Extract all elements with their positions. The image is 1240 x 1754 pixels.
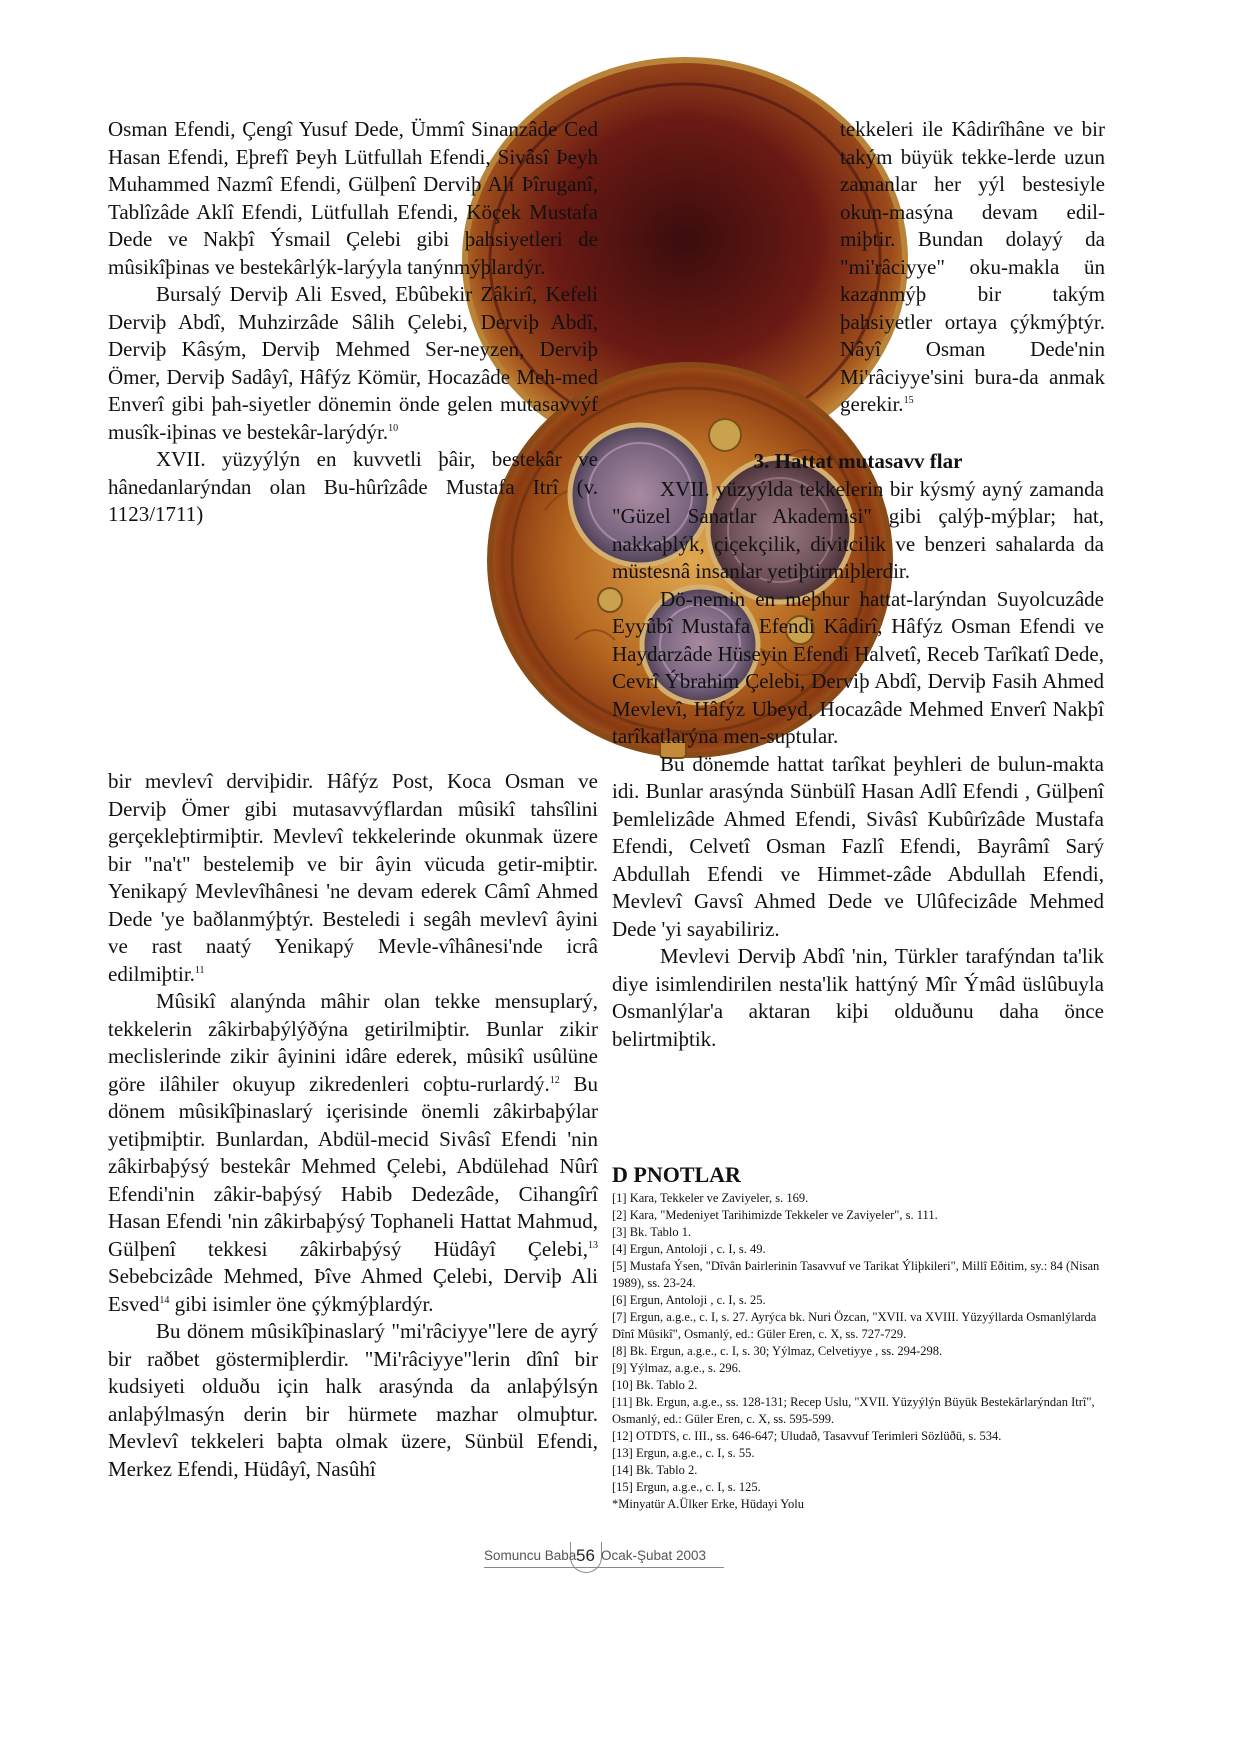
paragraph: Mevlevi Derviþ Abdî 'nin, Türkler tarafýndan ta'lik diye isimlendirilen nesta'lik hattýný Mîr Ýmâd üslûbuyla Osmanlýlar'a aktaran kiþi olduðunu daha önce belirtmiþtik. bbox=[612, 944, 1104, 1051]
paragraph: bir mevlevî derviþidir. Hâfýz Post, Koca Osman ve Derviþ Ömer gibi mutasavvýflardan mûsikî tahsîlini gerçekleþtirmiþtir. Mevlevî tekkelerinde okunmak üzere bir "na't" bestelemiþ ve bir âyin vücuda getir-miþtir. Yenikapý Mevlevîhânesi 'ne devam ederek Câmî Ahmed Dede 'ye baðlanmýþtýr. Besteledi i segâh mevlevî âyini ve rast naatý Yenikapý Mevle-vîhânesi'nde icrâ edilmiþtir.$^{11}$ bbox=[108, 769, 598, 986]
publication-name: Somuncu Baba bbox=[484, 1548, 577, 1563]
footnote: [8] Bk. Ergun, a.g.e., c. I, s. 30; Yýlmaz, Celvetiyye , ss. 294-298. bbox=[612, 1344, 943, 1358]
paragraph: XVII. yüzyýlda tekkelerin bir kýsmý ayný zamanda "Güzel Sanatlar Akademisi" gibi çalýþ-mýþlar; hat, nakkaþlýk, çiçekçilik, divitcilik ve benzeri sahalarda da müstesnâ insanlar yetiþtirmiþlerdir. bbox=[612, 476, 1104, 583]
issue-date: Ocak-Şubat 2003 bbox=[601, 1548, 707, 1563]
footnote: [9] Yýlmaz, a.g.e., s. 296. bbox=[612, 1361, 742, 1375]
footnote: [3] Bk. Tablo 1. bbox=[612, 1225, 692, 1239]
footnotes-heading: D PNOTLAR bbox=[612, 1162, 741, 1187]
page-footer bbox=[484, 1540, 724, 1580]
paragraph: Bu dönemde hattat tarîkat þeyhleri de bulun-makta idi. Bunlar arasýnda Sünbülî Hasan Adlî Efendi , Gülþenî Þemlelizâde Ahmed Efendi, Sivâsî Kubûrîzâde Mustafa Efendi, Celvetî Osman Fazlî Efendi, Bayrâmî Sarý Abdullah Efendi ve Himmet-zâde Abdullah Efendi, Mevlevî Gavsî Ahmed Dede ve Ulûfecizâde Mehmed Dede 'yi sayabiliriz. bbox=[612, 751, 1104, 941]
footnote: [12] OTDTS, c. III., ss. 646-647; Uludað, Tasavvuf Terimleri Sözlüðü, s. 534. bbox=[612, 1429, 1002, 1443]
footer-rule bbox=[484, 1567, 724, 1568]
left-column-top bbox=[108, 116, 598, 529]
paragraph: Mûsikî alanýnda mâhir olan tekke mensuplarý, tekkelerin zâkirbaþýlýðýna getirilmiþtir. Bunlar zikir meclislerinde zikir âyinini idâre ederek, mûsikî usûlüne göre ilâhiler okuyup zikredenleri coþtu-rurlardý.$^{12}$ Bu dönem mûsikîþinaslarý içerisinde önemli zâkirbaþýlar yetiþmiþtir. Bunlardan, Abdül-mecid Sivâsî Efendi 'nin zâkirbaþýsý bestekâr Mehmed Çelebi, Abdülehad Nûrî Efendi'nin zâkir-baþýsý Habib Dedezâde, Cihangîrî Hasan Efendi 'nin zâkirbaþýsý Tophaneli Hattat Mahmud, Gülþenî tekkesi zâkirbaþýsý Hüdâyî Çelebi,$^{13}$ Sebebcizâde Mehmed, Þîve Ahmed Çelebi, Derviþ Ali Esved$^{14}$ gibi isimler öne çýkmýþlardýr. bbox=[108, 989, 599, 1316]
paragraph: tekkeleri ile Kâdirîhâne ve bir takým büyük tekke-lerde uzun zamanlar her yýl bestesiyle okun-masýna devam edil-miþtir. Bundan dolayý da "mi'râciyye" oku-makla ün kazanmýþ bir takým þahsiyetler ortaya çýkmýþtýr. Nâyî Osman Dede'nin Mi'râciyye'sini bura-da anmak gerekir.$^{15}$ bbox=[840, 117, 1105, 416]
paragraph: Bursalý Derviþ Ali Esved, Ebûbekir Zâkirî, Kefeli Derviþ Abdî, Muhzirzâde Sâlih Çelebi, Derviþ Abdî, Derviþ Kâsým, Derviþ Mehmed Ser-neyzen, Derviþ Ömer, Derviþ Sadâyî, Hâfýz Kömür, Hocazâde Meh-med Enverî gibi þah-siyetler dönemin önde gelen mutasavvýf musîk-iþinas ve bestekâr-larýdýr.$^{10}$ bbox=[108, 282, 598, 444]
footnote: [13] Ergun, a.g.e., c. I, s. 55. bbox=[612, 1446, 755, 1460]
page-number: 56 bbox=[576, 1546, 595, 1565]
paragraph: Bu dönem mûsikîþinaslarý "mi'râciyye"lere de ayrý bir raðbet göstermiþlerdir. "Mi'râciyye"lerin dînî bir kudsiyeti olduðu için halk arasýnda da anlaþýlsýn anlaþýlmasýn derin bir hürmete mazhar olmuþtur. Mevlevî tekkeleri baþta olmak üzere, Sünbül Efendi, Merkez Efendi, Hüdâyî, Nasûhî bbox=[108, 1319, 598, 1481]
paragraph: Osman Efendi, Çengî Yusuf Dede, Ümmî Sinanzâde Ced Hasan Efendi, Eþrefî Þeyh Lütfullah Efendi, Sivâsî Þeyh Muhammed Nazmî Efendi, Gülþenî Derviþ Ali Þîruganî, Tablîzâde Aklî Efendi, Lütfullah Efendi, Köçek Mustafa Dede ve Nakþî Ýsmail Çelebi gibi þahsiyetleri de mûsikîþinas ve bestekârlýk-larýyla tanýnmýþlardýr. bbox=[108, 117, 598, 279]
footnote: [10] Bk. Tablo 2. bbox=[612, 1378, 698, 1392]
footnote: [4] Ergun, Antoloji , c. I, s. 49. bbox=[612, 1242, 766, 1256]
footnote: [11] Bk. Ergun, a.g.e., ss. 128-131; Recep Uslu, "XVII. Yüzyýlýn Büyük Bestekârlarýndan Itrî", Osmanlý, ed.: Güler Eren, c. X, ss. 595-599. bbox=[612, 1395, 1095, 1426]
right-column-middle bbox=[612, 446, 1104, 1053]
footnote: *Minyatür A.Ülker Erke, Hüdayi Yolu bbox=[612, 1497, 804, 1511]
footnotes-list bbox=[612, 1190, 1104, 1513]
footnote: [7] Ergun, a.g.e., c. I, s. 27. Ayrýca bk. Nuri Özcan, "XVII. va XVIII. Yüzyýllarda Osmanlýlarda Dînî Mûsikî", Osmanlý, ed.: Güler Eren, c. X, ss. 727-729. bbox=[612, 1310, 1097, 1341]
footnote: [2] Kara, "Medeniyet Tarihimizde Tekkeler ve Zaviyeler", s. 111. bbox=[612, 1208, 938, 1222]
footnote: [15] Ergun, a.g.e., c. I, s. 125. bbox=[612, 1480, 761, 1494]
paragraph: XVII. yüzyýlýn en kuvvetli þâir, bestekâr ve hânedanlarýndan olan Bu-hûrîzâde Mustafa Itrî (v. 1123/1711) bbox=[108, 447, 598, 526]
footnote: [5] Mustafa Ýsen, "Dîvân Þairlerinin Tasavvuf ve Tarikat Ýliþkileri", Millî Eðitim, sy.: 84 (Nisan 1989), ss. 23-24. bbox=[612, 1259, 1100, 1290]
footnote: [6] Ergun, Antoloji , c. I, s. 25. bbox=[612, 1293, 766, 1307]
footnote: [1] Kara, Tekkeler ve Zaviyeler, s. 169. bbox=[612, 1191, 809, 1205]
right-column-top bbox=[840, 116, 1105, 419]
paragraph: Dö-nemin en meþhur hattat-larýndan Suyolcuzâde Eyyûbî Mustafa Efendi Kâdirî, Hâfýz Osman Efendi ve Haydarzâde Hüseyin Efendi Halvetî, Receb Tarîkatî Dede, Cevrî Ýbrahim Çelebi, Derviþ Abdî, Derviþ Fasih Ahmed Mevlevî, Hâfýz Ubeyd, Hocazâde Mehmed Enverî Nakþî tarîkatlarýna men-suptular. bbox=[612, 586, 1104, 748]
left-column-bottom bbox=[108, 768, 598, 1483]
section-title: 3. Hattat mutasavv flar bbox=[753, 449, 963, 473]
footnote: [14] Bk. Tablo 2. bbox=[612, 1463, 698, 1477]
